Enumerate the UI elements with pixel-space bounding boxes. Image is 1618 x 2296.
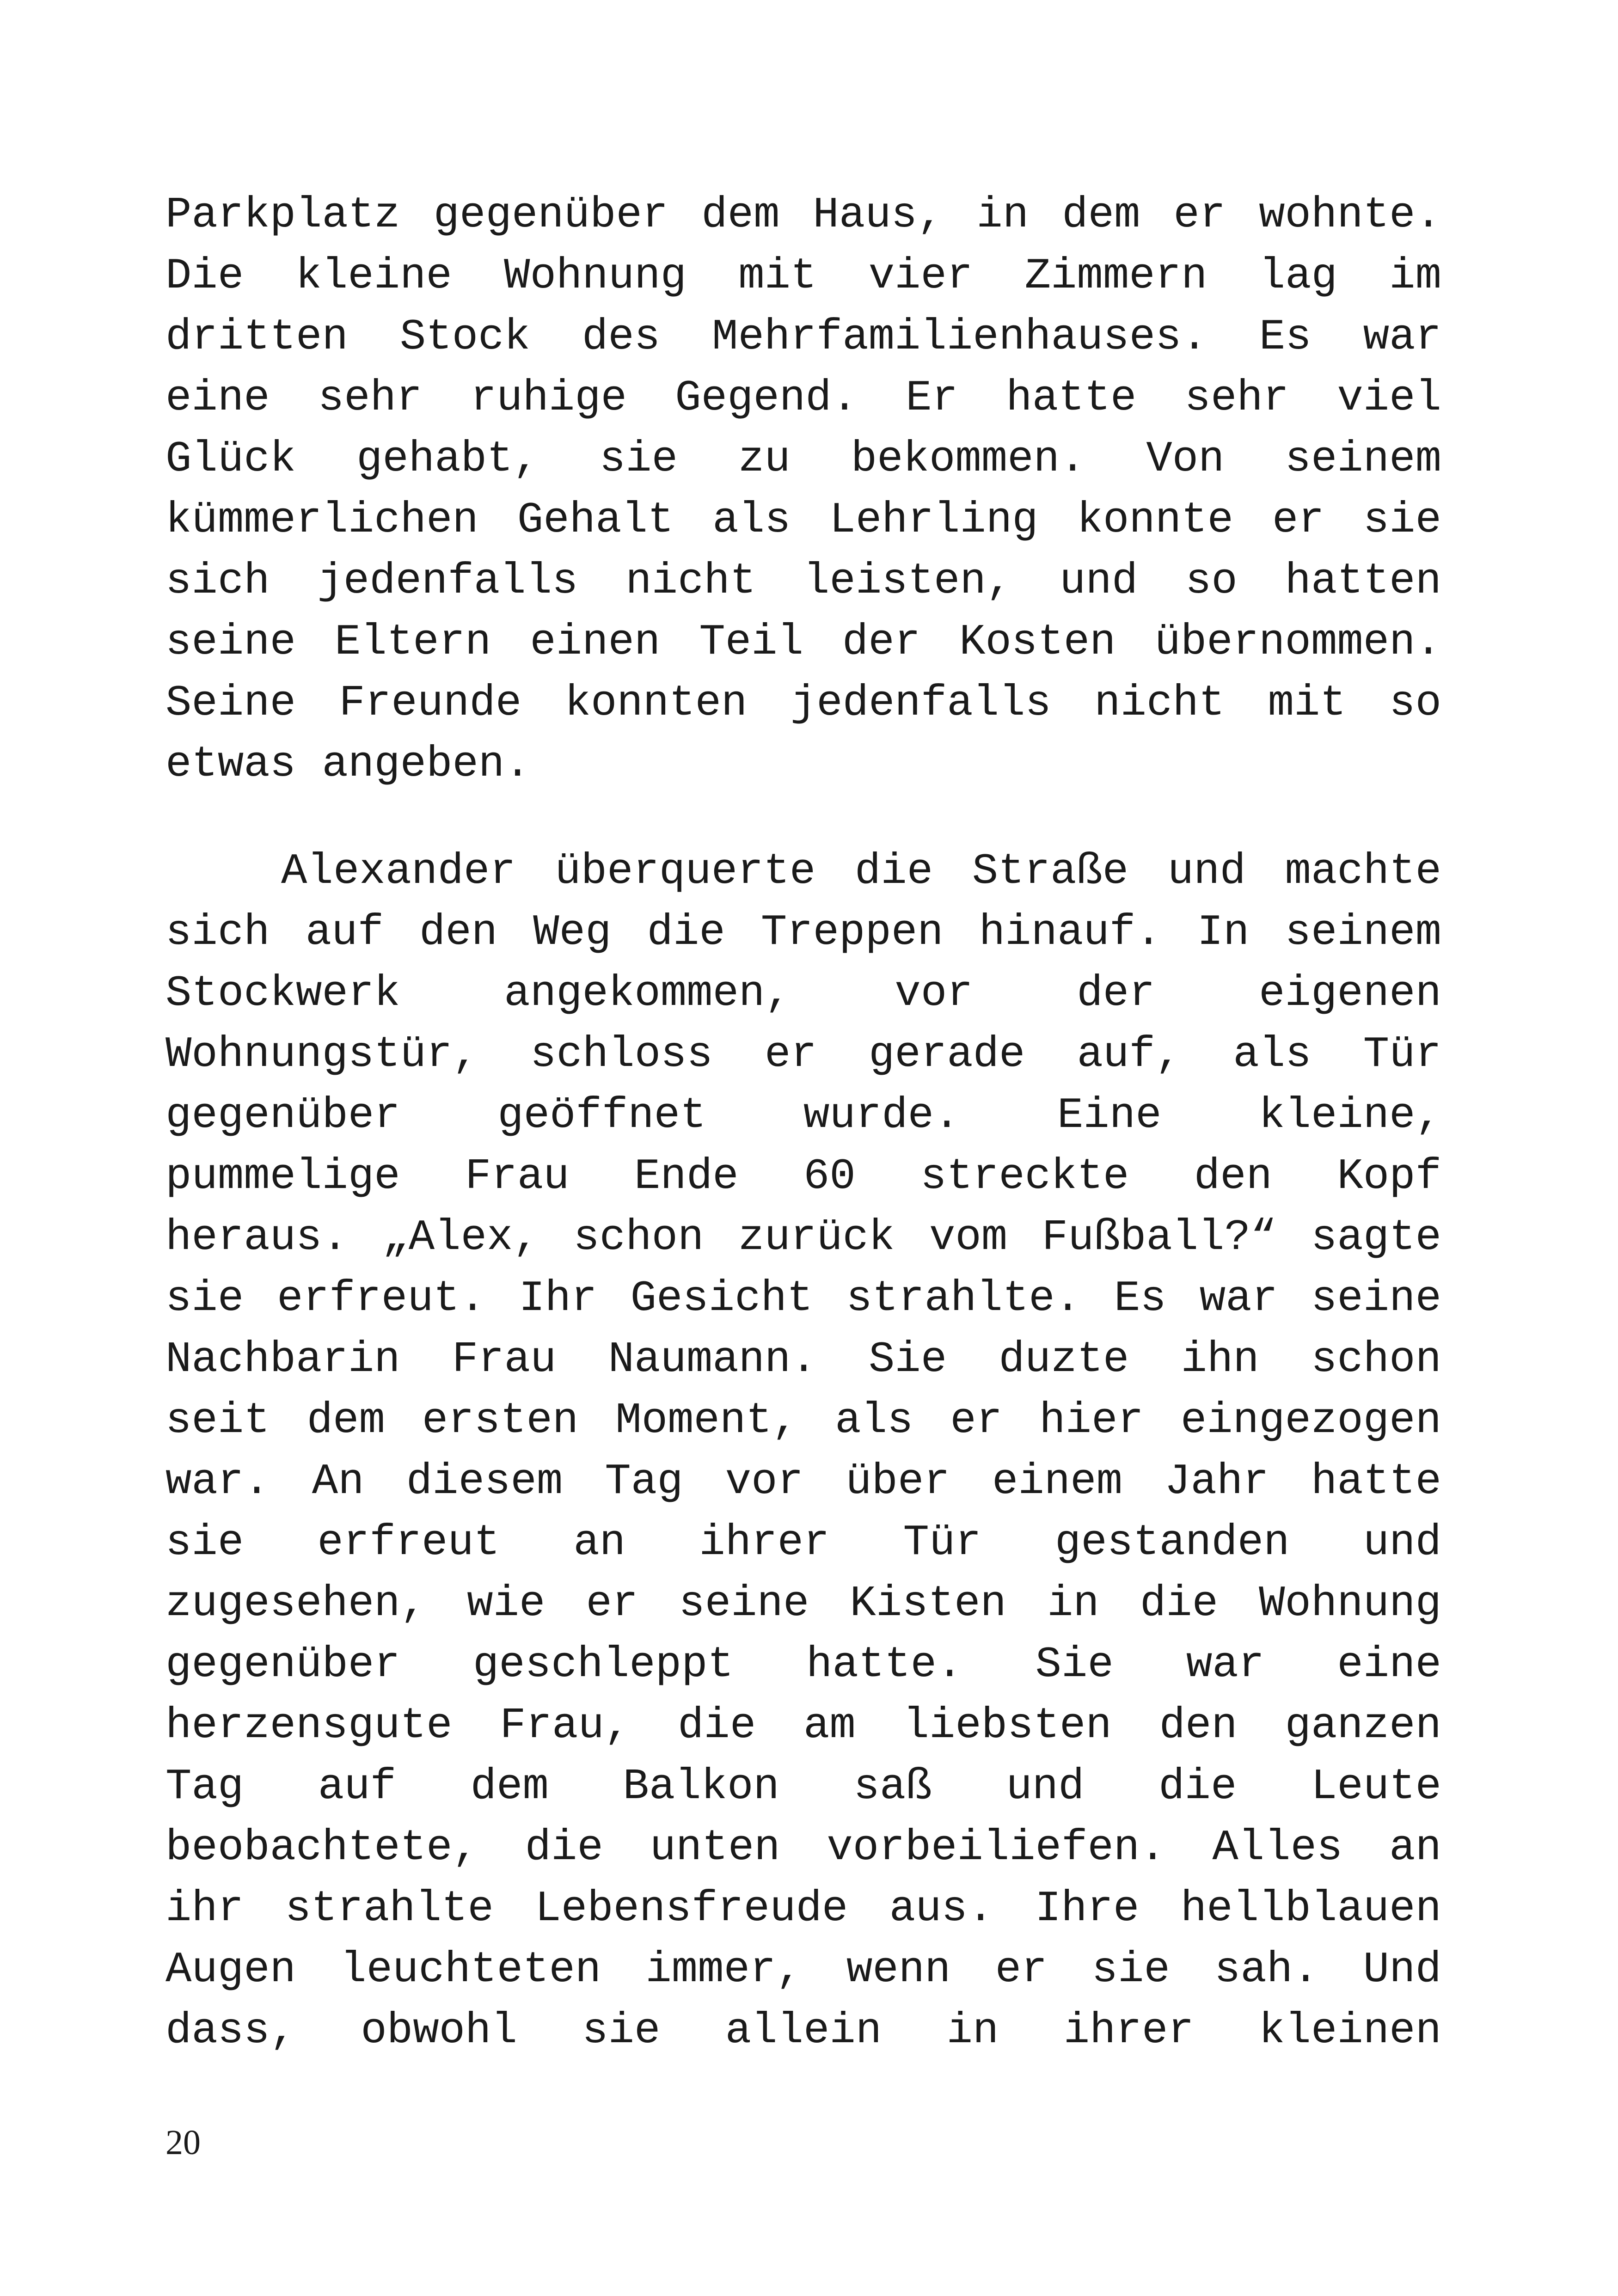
text-line: heraus. „Alex, schon zurück vom Fußball?“ sagte — [165, 1213, 1441, 1262]
text-line: herzensgute Frau, die am liebsten den ganzen — [165, 1702, 1441, 1751]
paragraph-1 — [165, 185, 1441, 795]
text-line: Stockwerk angekommen, vor der eigenen — [165, 969, 1441, 1018]
text-line: seit dem ersten Moment, als er hier eingezogen — [165, 1396, 1441, 1445]
text-line: Alexander überquerte die Straße und machte — [281, 847, 1441, 896]
text-line: gegenüber geschleppt hatte. Sie war eine — [165, 1641, 1441, 1690]
text-line: seine Eltern einen Teil der Kosten übernommen. — [165, 618, 1441, 667]
text-line: dass, obwohl sie allein in ihrer kleinen — [165, 2007, 1441, 2056]
text-line: beobachtete, die unten vorbeiliefen. Alles an — [165, 1824, 1441, 1873]
text-line: Nachbarin Frau Naumann. Sie duzte ihn schon — [165, 1335, 1441, 1384]
text-line: pummelige Frau Ende 60 streckte den Kopf — [165, 1152, 1441, 1201]
text-line: dritten Stock des Mehrfamilienhauses. Es war — [165, 313, 1441, 362]
text-line: Parkplatz gegenüber dem Haus, in dem er wohnte. — [165, 191, 1441, 240]
text-line: war. An diesem Tag vor über einem Jahr hatte — [165, 1457, 1441, 1506]
text-line: Die kleine Wohnung mit vier Zimmern lag im — [165, 252, 1441, 301]
text-line: zugesehen, wie er seine Kisten in die Wohnung — [165, 1580, 1441, 1629]
text-line: sie erfreut. Ihr Gesicht strahlte. Es war seine — [165, 1274, 1441, 1323]
text-line: Tag auf dem Balkon saß und die Leute — [165, 1763, 1441, 1812]
text-line: Glück gehabt, sie zu bekommen. Von seinem — [165, 435, 1441, 484]
text-line: kümmerlichen Gehalt als Lehrling konnte er sie — [165, 496, 1441, 545]
page-number: 20 — [165, 2123, 201, 2162]
text-line: ihr strahlte Lebensfreude aus. Ihre hellblauen — [165, 1885, 1441, 1934]
text-line: Seine Freunde konnten jedenfalls nicht mit so — [165, 679, 1441, 728]
text-line: sie erfreut an ihrer Tür gestanden und — [165, 1518, 1441, 1567]
text-line: etwas angeben. — [165, 740, 531, 789]
text-line: gegenüber geöffnet wurde. Eine kleine, — [165, 1091, 1441, 1140]
paragraph-2 — [165, 841, 1441, 2062]
text-line: sich auf den Weg die Treppen hinauf. In seinem — [165, 908, 1441, 957]
text-line: Wohnungstür, schloss er gerade auf, als Tür — [165, 1030, 1441, 1079]
text-line: Augen leuchteten immer, wenn er sie sah. Und — [165, 1946, 1441, 1995]
text-line: eine sehr ruhige Gegend. Er hatte sehr viel — [165, 374, 1441, 423]
text-line: sich jedenfalls nicht leisten, und so hatten — [165, 557, 1441, 606]
